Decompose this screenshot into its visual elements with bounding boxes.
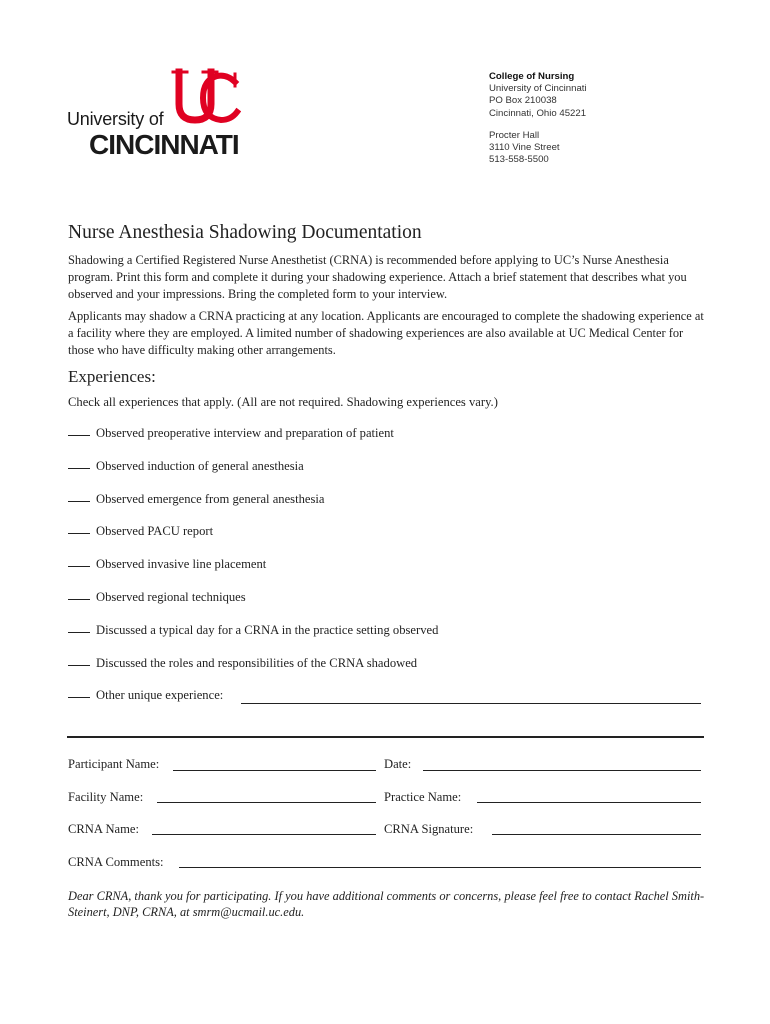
date-label: Date: <box>384 757 412 771</box>
experience-item[interactable] <box>68 557 708 573</box>
date-field[interactable] <box>423 770 701 771</box>
experience-label: Discussed a typical day for a CRNA in the practice setting observed <box>96 623 439 637</box>
other-experience-field[interactable] <box>241 703 701 704</box>
crna-name-field[interactable] <box>152 834 376 835</box>
facility-name-field[interactable] <box>157 802 376 803</box>
phone-number: 513-558-5500 <box>489 154 549 166</box>
university-name: University of Cincinnati <box>489 83 587 95</box>
street-address: 3110 Vine Street <box>489 142 560 154</box>
participant-name-field[interactable] <box>173 770 376 771</box>
checkbox-blank[interactable] <box>68 599 90 600</box>
experience-item[interactable] <box>68 492 708 508</box>
checkbox-blank[interactable] <box>68 566 90 567</box>
checkbox-blank[interactable] <box>68 435 90 436</box>
intro-paragraph-1: Shadowing a Certified Registered Nurse Anesthetist (CRNA) is recommended before applying to UC’s Nurse Anesthesia program. Print this form and complete it during your shadowing experience. Attach a brief statement that describes what you observed and your impressions. Bring the completed form to your interview. <box>68 253 687 301</box>
crna-signature-label: CRNA Signature: <box>384 822 474 836</box>
po-box: PO Box 210038 <box>489 95 557 107</box>
address-block <box>489 71 587 166</box>
experience-item[interactable] <box>68 623 708 639</box>
experience-item[interactable] <box>68 426 708 442</box>
city-state-zip: Cincinnati, Ohio 45221 <box>489 107 587 119</box>
practice-name-field[interactable] <box>477 802 701 803</box>
crna-comments-field[interactable] <box>179 867 701 868</box>
uc-logo-mark-icon <box>169 68 241 128</box>
experience-label: Observed invasive line placement <box>96 557 267 571</box>
section-divider <box>67 736 704 738</box>
intro-paragraph-2: Applicants may shadow a CRNA practicing at any location. Applicants are encouraged to complete the shadowing experience at a facility where they are employed. A limited number of shadowing experiences are also available at UC Medical Center for those who have difficulty making other arrangements. <box>68 309 704 357</box>
experience-item[interactable] <box>68 524 708 540</box>
checkbox-blank[interactable] <box>68 632 90 633</box>
facility-name-label: Facility Name: <box>68 790 144 804</box>
practice-name-label: Practice Name: <box>384 790 462 804</box>
experience-item[interactable] <box>68 688 708 704</box>
experience-item[interactable] <box>68 459 708 475</box>
crna-comments-label: CRNA Comments: <box>68 855 164 869</box>
experiences-instruction: Check all experiences that apply. (All are not required. Shadowing experiences vary.) <box>68 395 498 409</box>
checkbox-blank[interactable] <box>68 501 90 502</box>
logo-university-text: University of <box>67 109 164 129</box>
experience-item[interactable] <box>68 656 708 672</box>
experience-label: Observed preoperative interview and preparation of patient <box>96 426 394 440</box>
experience-item[interactable] <box>68 590 708 606</box>
checkbox-blank[interactable] <box>68 468 90 469</box>
document-title: Nurse Anesthesia Shadowing Documentation <box>68 222 422 243</box>
university-logo <box>67 68 262 160</box>
experiences-heading: Experiences: <box>68 367 156 386</box>
checkbox-blank[interactable] <box>68 665 90 666</box>
experience-label: Other unique experience: <box>96 688 224 702</box>
experience-label: Observed regional techniques <box>96 590 246 604</box>
checkbox-blank[interactable] <box>68 533 90 534</box>
building-name: Procter Hall <box>489 129 540 141</box>
experience-label: Observed PACU report <box>96 524 214 538</box>
logo-cincinnati-text: CINCINNATI <box>89 129 239 160</box>
crna-name-label: CRNA Name: <box>68 822 140 836</box>
closing-note: Dear CRNA, thank you for participating. If you have additional comments or concerns, please feel free to contact Rachel Smith-Steinert, DNP, CRNA, at smrm@ucmail.uc.edu. <box>68 889 705 920</box>
experience-label: Observed emergence from general anesthesia <box>96 492 325 506</box>
college-name: College of Nursing <box>489 71 575 82</box>
experience-label: Discussed the roles and responsibilities of the CRNA shadowed <box>96 656 418 670</box>
experience-label: Observed induction of general anesthesia <box>96 459 304 473</box>
participant-name-label: Participant Name: <box>68 757 160 771</box>
checkbox-blank[interactable] <box>68 697 90 698</box>
crna-signature-field[interactable] <box>492 834 701 835</box>
